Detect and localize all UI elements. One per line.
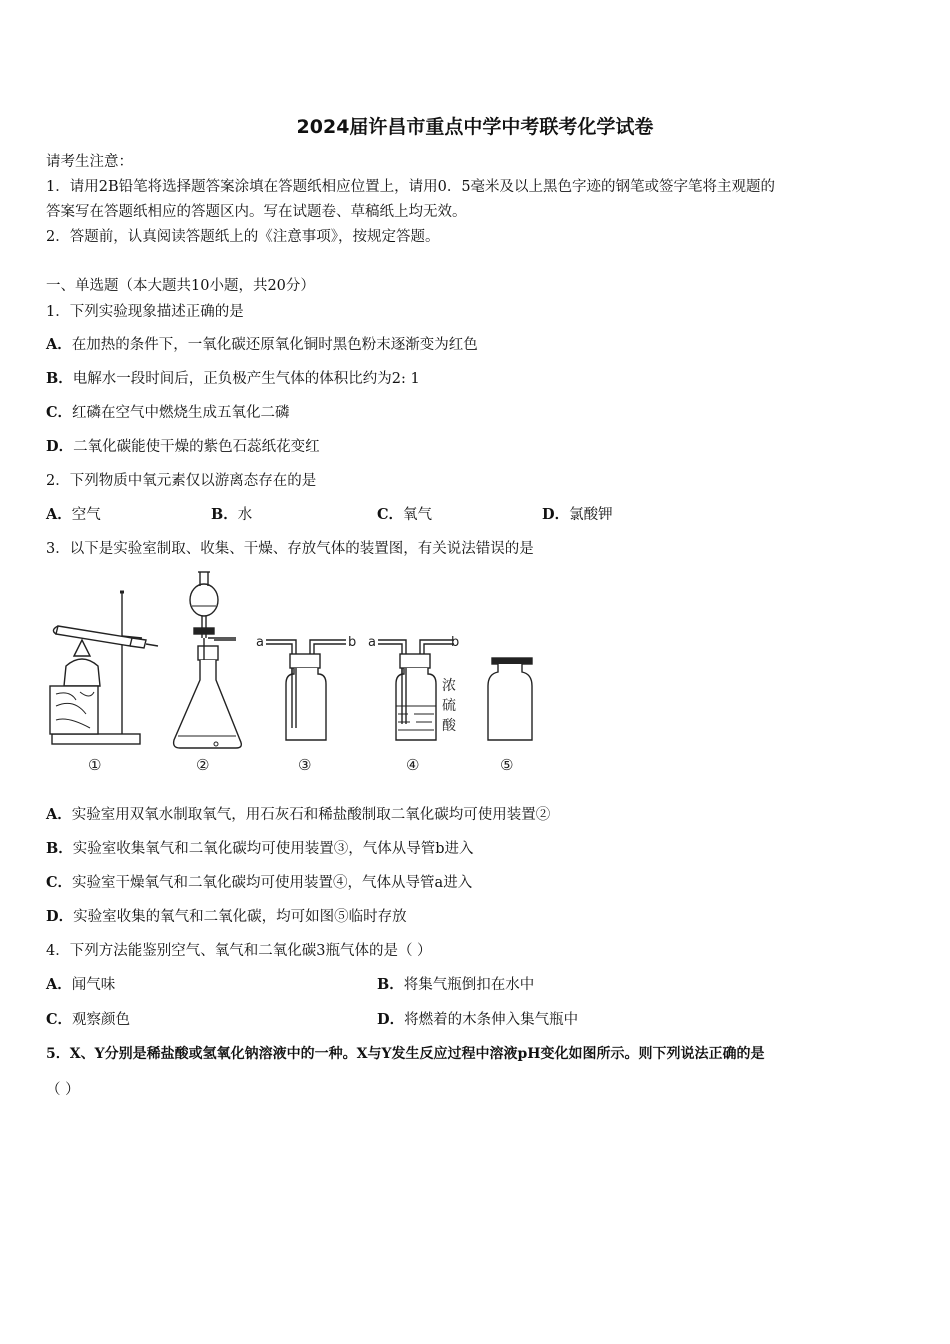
- q3-option-b: [46, 839, 474, 859]
- apparatus-label-2: ②: [196, 756, 210, 774]
- q1-option-a-letter: A．: [46, 336, 72, 353]
- q4-option-c: [46, 1010, 130, 1030]
- apparatus-figure: [46, 568, 546, 778]
- q3-option-d-letter: D．: [46, 908, 74, 925]
- apparatus-label-1: ①: [88, 756, 102, 774]
- apparatus-4-port-a: a: [368, 635, 376, 650]
- q4-option-d-text: 将燃着的木条伸入集气瓶中: [404, 1012, 579, 1028]
- notice-line-2: 答案写在答题纸相应的答题区内。写在试题卷、草稿纸上均无效。: [46, 204, 467, 220]
- q4-option-d: [377, 1010, 578, 1030]
- acid-label-2: 硫: [442, 698, 456, 714]
- q2-option-b-text: 水: [237, 507, 253, 523]
- q3-option-d: [46, 907, 407, 927]
- notice-heading: 请考生注意：: [46, 154, 133, 170]
- apparatus-label-3: ③: [298, 756, 312, 774]
- q1-option-b-letter: B．: [46, 370, 73, 387]
- q2-option-a: [46, 505, 101, 525]
- q1-option-a-text: 在加热的条件下，一氧化碳还原氧化铜时黑色粉末逐渐变为红色: [71, 337, 478, 353]
- question-2-stem: 2．下列物质中氧元素仅以游离态存在的是: [46, 473, 317, 489]
- q2-option-d: [542, 505, 613, 525]
- q4-option-a-letter: A．: [46, 976, 72, 993]
- apparatus-label-5: ⑤: [500, 756, 514, 774]
- q3-option-c-letter: C．: [46, 874, 73, 891]
- question-3-stem: 3．以下是实验室制取、收集、干燥、存放气体的装置图，有关说法错误的是: [46, 541, 534, 557]
- q3-option-b-text: 实验室收集氧气和二氧化碳均可使用装置③，气体从导管b进入: [72, 841, 474, 857]
- question-4-stem: 4．下列方法能鉴别空气、氧气和二氧化碳3瓶气体的是（ ）: [46, 943, 432, 959]
- q1-option-c-letter: C．: [46, 404, 73, 421]
- q4-option-c-letter: C．: [46, 1011, 73, 1028]
- q1-option-d: [46, 437, 320, 457]
- notice-line-3: 2．答题前，认真阅读答题纸上的《注意事项》，按规定答题。: [46, 229, 440, 245]
- q1-option-c-text: 红磷在空气中燃烧生成五氧化二磷: [72, 405, 290, 421]
- q1-option-d-text: 二氧化碳能使干燥的紫色石蕊纸花变红: [73, 439, 320, 455]
- question-1-stem: 1．下列实验现象描述正确的是: [46, 304, 244, 320]
- apparatus-2-flask: [174, 572, 242, 748]
- apparatus-label-4: ④: [406, 756, 420, 774]
- acid-label-3: 酸: [442, 718, 456, 734]
- exam-title: 2024届许昌市重点中学中考联考化学试卷: [296, 116, 654, 138]
- q2-option-a-letter: A．: [46, 506, 72, 523]
- q3-option-a: [46, 805, 550, 825]
- q4-option-a: [46, 975, 115, 995]
- apparatus-4-drying-bottle: [368, 635, 459, 740]
- apparatus-4-port-b: b: [451, 635, 460, 650]
- apparatus-3-port-b: b: [348, 635, 357, 650]
- q2-option-c-text: 氧气: [403, 507, 433, 523]
- q3-option-c-text: 实验室干燥氧气和二氧化碳均可使用装置④，气体从导管a进入: [72, 875, 473, 891]
- section-heading: 一、单选题（本大题共10小题，共20分）: [46, 278, 315, 294]
- q2-option-d-letter: D．: [542, 506, 570, 523]
- q4-option-b-text: 将集气瓶倒扣在水中: [403, 977, 535, 993]
- apparatus-3-port-a: a: [256, 635, 264, 650]
- acid-label-1: 浓: [442, 678, 456, 694]
- q4-option-b: [377, 975, 534, 995]
- q2-option-b: [211, 505, 252, 525]
- q3-option-c: [46, 873, 472, 893]
- q1-option-b: [46, 369, 420, 389]
- q1-option-b-text: 电解水一段时间后，正负极产生气体的体积比约为2: 1: [72, 371, 420, 387]
- q4-option-a-text: 闻气味: [71, 977, 116, 993]
- q3-option-a-text: 实验室用双氧水制取氧气，用石灰石和稀盐酸制取二氧化碳均可使用装置②: [71, 807, 551, 823]
- q4-option-c-text: 观察颜色: [72, 1012, 131, 1028]
- q4-option-b-letter: B．: [377, 976, 404, 993]
- notice-line-1: 1．请用2B铅笔将选择题答案涂填在答题纸相应位置上，请用0．5毫米及以上黑色字迹的钢笔或签字笔将主观题的: [46, 179, 776, 195]
- q2-option-b-letter: B．: [211, 506, 238, 523]
- q2-option-d-text: 氯酸钾: [569, 507, 613, 523]
- q1-option-c: [46, 403, 290, 423]
- q3-option-d-text: 实验室收集的氧气和二氧化碳，均可如图⑤临时存放: [73, 909, 407, 925]
- question-5-paren: （ ）: [46, 1082, 80, 1098]
- q1-option-d-letter: D．: [46, 438, 74, 455]
- q4-option-d-letter: D．: [377, 1011, 405, 1028]
- q2-option-c-letter: C．: [377, 506, 404, 523]
- question-5-stem: 5．X、Y分别是稀盐酸或氢氧化钠溶液中的一种。X与Y发生反应过程中溶液pH变化如图所示。则下列说法正确的是: [46, 1046, 765, 1062]
- q1-option-a: [46, 335, 478, 355]
- q3-option-a-letter: A．: [46, 806, 72, 823]
- apparatus-1-heating: [50, 592, 158, 744]
- q2-option-a-text: 空气: [71, 507, 101, 523]
- apparatus-5-storage-jar: [488, 658, 532, 740]
- q2-option-c: [377, 505, 432, 525]
- q3-option-b-letter: B．: [46, 840, 73, 857]
- apparatus-3-gas-bottle: [256, 635, 356, 740]
